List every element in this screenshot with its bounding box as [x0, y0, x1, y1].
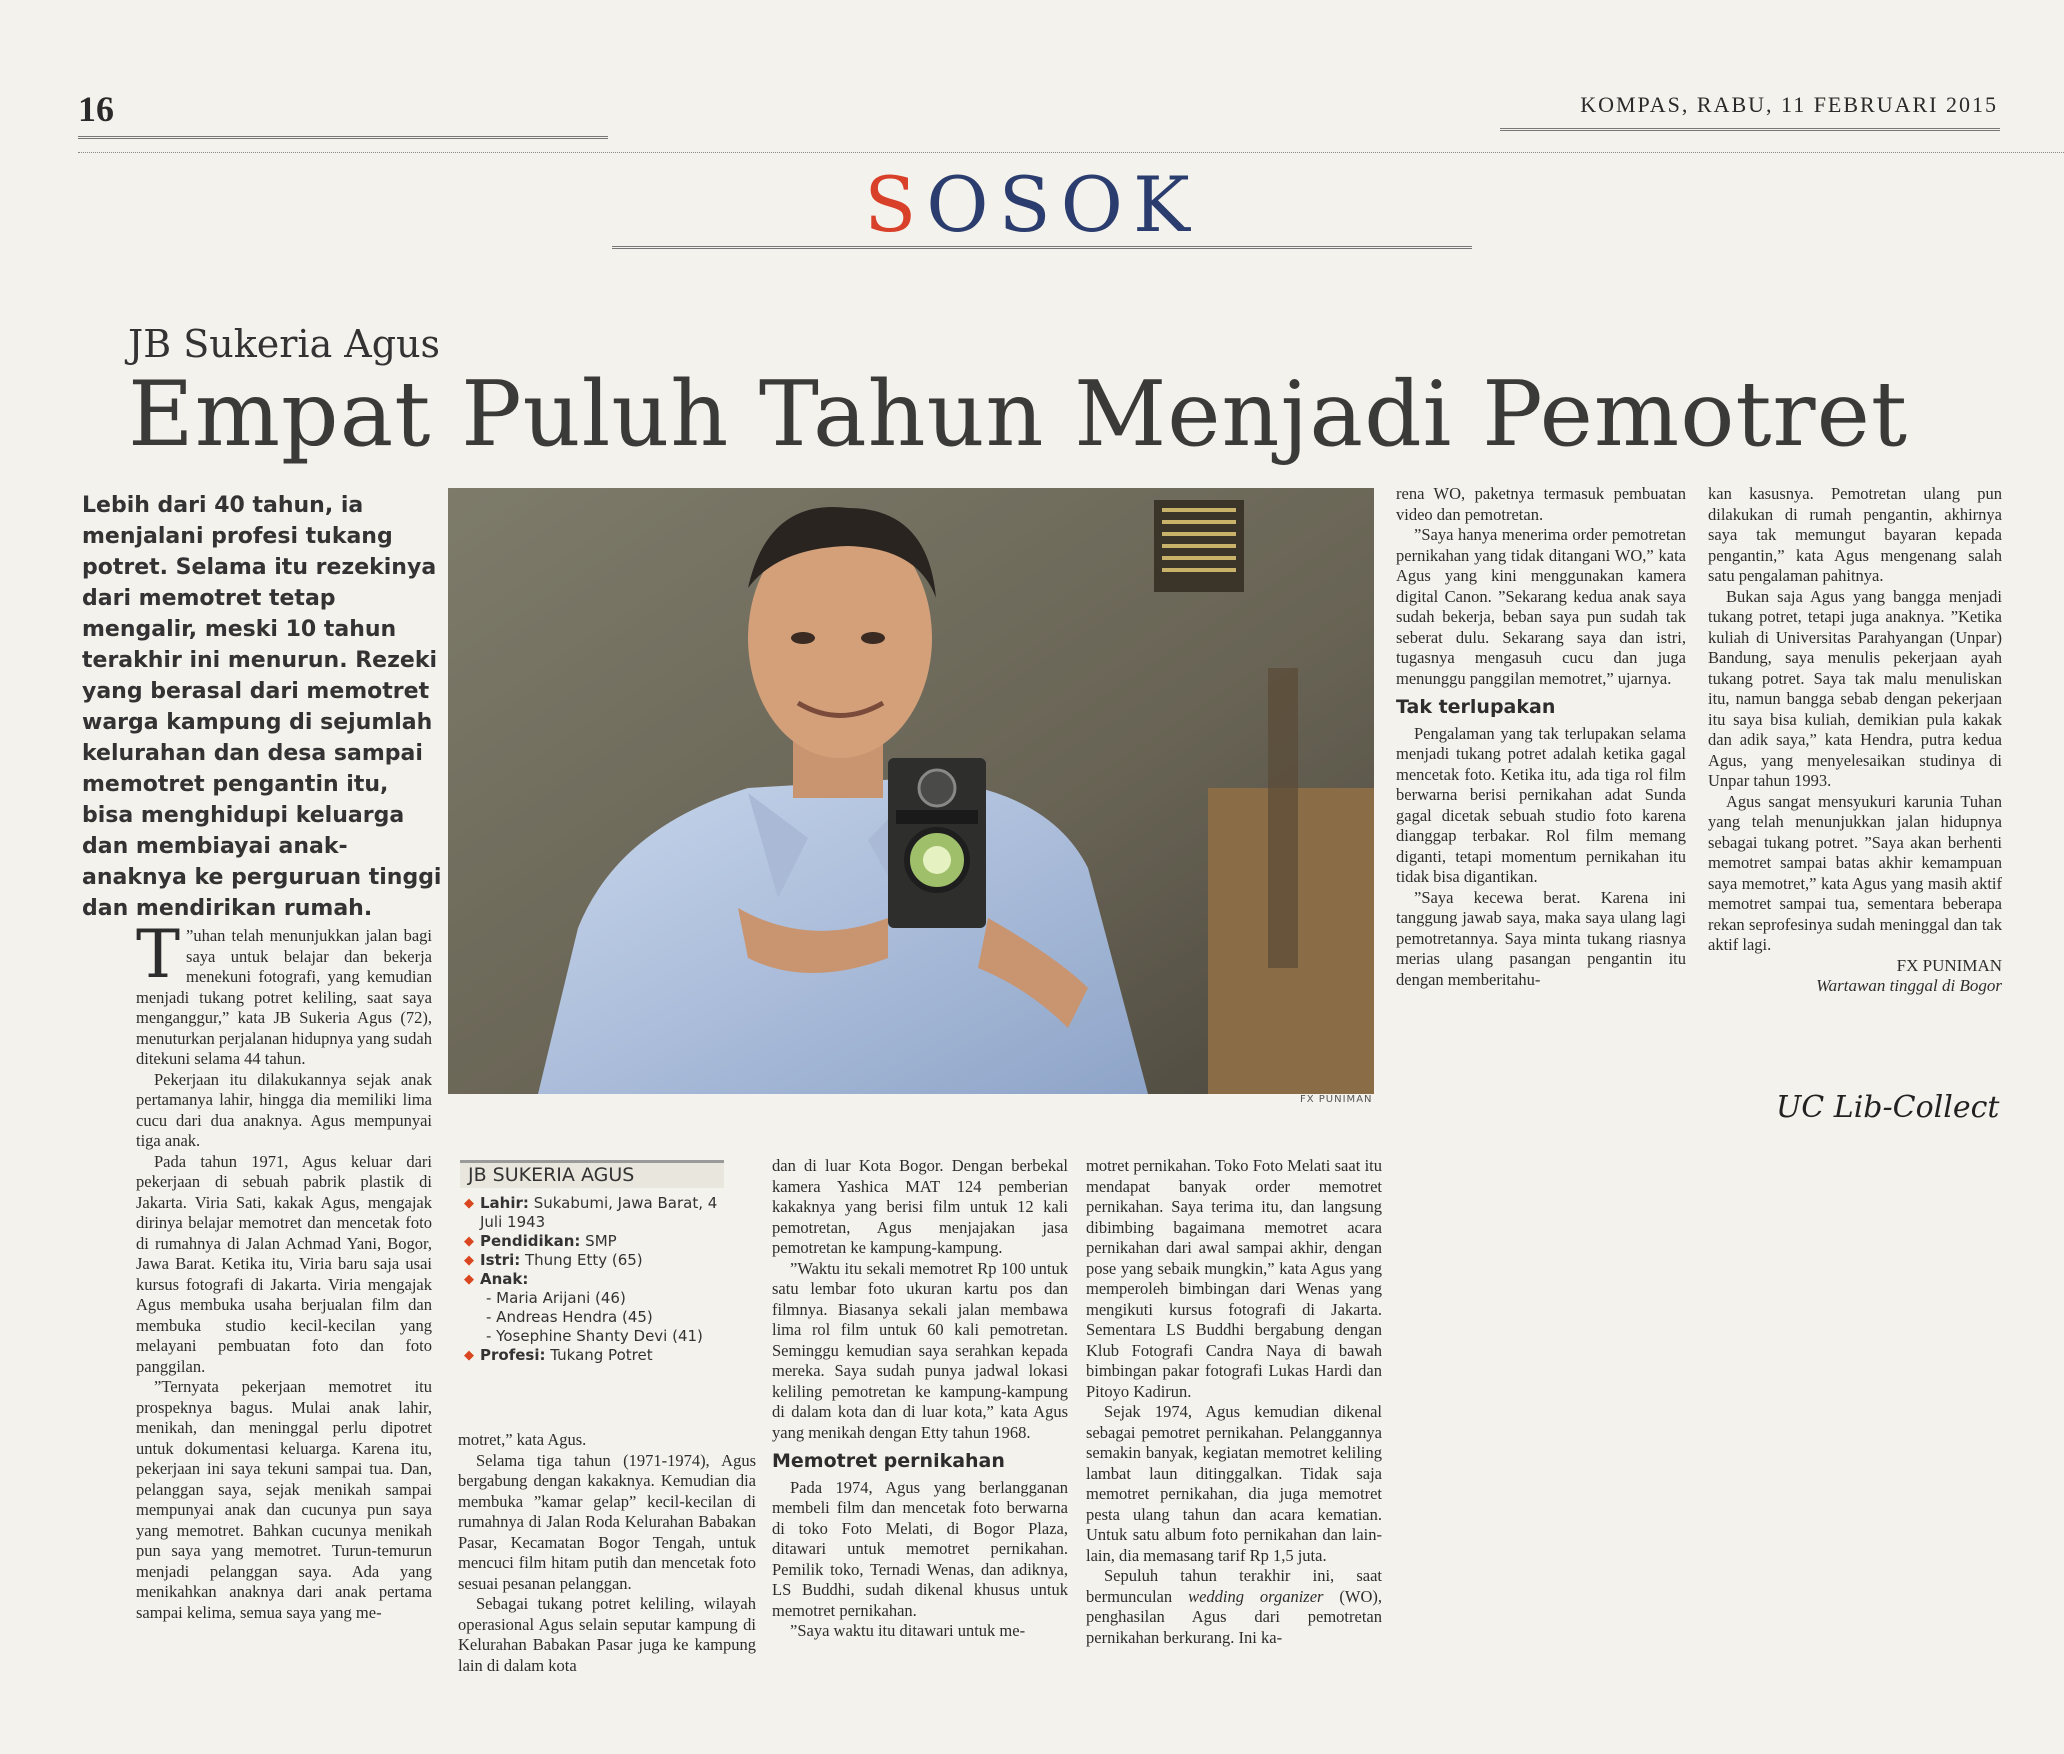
article-column-1	[136, 916, 432, 1623]
paragraph: Pekerjaan itu dilakukannya sejak anak pertamanya lahir, hingga dia memiliki lima cucu dari dua anaknya. Agus mempunyai tiga anak.	[136, 1069, 432, 1150]
section-first-letter: S	[864, 160, 927, 249]
bio-birth: ◆ Lahir: Sukabumi, Jawa Barat, 4 Juli 1943	[460, 1194, 724, 1232]
paragraph: Pengalaman yang tak terlupakan selama menjadi tukang potret adalah ketika gagal mencetak foto. Ketika itu, ada tiga rol film berwarna berisi pernikahan adat Sunda gagal dicetak sebuah studio foto karena dianggap terbakar. Rol film memang diganti, tetapi momentum pernikahan itu tidak bisa digantikan.	[1396, 723, 1686, 886]
subheading-memotret-pernikahan: Memotret pernikahan	[772, 1450, 1005, 1472]
article-headline: Empat Puluh Tahun Menjadi Pemotret	[128, 362, 1908, 467]
header-rule-right	[1500, 128, 2000, 135]
section-title-rest: OSOK	[926, 160, 1200, 249]
paragraph: Agus sangat mensyukuri karunia Tuhan yang telah menunjukkan jalan hidupnya sebagai tukang potret. ”Saya akan berhenti memotret sampai batas akhir kemampuan saya memotret,” kata Agus yang masih aktif memotret sampai tua, sementara beberapa rekan seprofesinya sudah meninggal dan tak aktif lagi.	[1708, 791, 2002, 954]
paragraph: Pada tahun 1971, Agus keluar dari pekerjaan di sebuah pabrik plastik di Jakarta. Viria Sati, kakak Agus, mengajak dirinya belajar memotret dan mencetak foto di rumahnya di Jalan Achmad Yani, Bogor, Jawa Barat. Ketika itu, Viria baru saja usai kursus fotografi di Jakarta. Viria mengajak Agus membuka usaha berjualan film dan membuka studio kecil-kecilan yang melayani pembuatan foto dan foto panggilan.	[136, 1151, 432, 1376]
drop-cap: T	[136, 916, 181, 993]
bio-box	[460, 1160, 724, 1365]
article-column-5	[1396, 484, 1686, 990]
header-rule-left	[78, 136, 608, 143]
article-kicker: JB Sukeria Agus	[128, 322, 441, 366]
paragraph: kan kasusnya. Pemotretan ulang pun dilakukan di rumah pengantin, akhirnya saya tak memungut bayaran kepada pengantin,” kata Agus mengenang salah satu pengalaman pahitnya.	[1708, 484, 2002, 585]
paragraph: ”Ternyata pekerjaan memotret itu prospeknya bagus. Mulai anak lahir, menikah, dan meninggal perlu dipotret untuk dokumentasi keluarga. Karena itu, pekerjaan ini saya tekuni sampai tua. Dan, pelanggan saya, sejak menikah sampai mempunyai anak dan cucunya pun saya yang memotret. Bahkan cucunya menikah pun saya yang memotret. Turun-temurun menjadi pelanggan saya. Ada yang menikahkan anaknya dari anak pertama sampai kelima, semua saya yang me-	[136, 1377, 432, 1622]
paragraph: motret,” kata Agus.	[458, 1430, 587, 1449]
paragraph: Selama tiga tahun (1971-1974), Agus bergabung dengan kakaknya. Kemudian dia membuka ”kamar gelap” kecil-kecilan di rumahnya di Jalan Roda Kelurahan Babakan Pasar, Kecamatan Bogor Tengah, untuk mencuci film hitam putih dan mencetak foto sesuai pesanan pelanggan.	[458, 1450, 756, 1593]
section-rule	[612, 246, 1472, 253]
portrait-photo	[448, 488, 1374, 1094]
article-column-3	[772, 1156, 1068, 1642]
bio-title: JB SUKERIA AGUS	[460, 1160, 724, 1188]
masthead-date: KOMPAS, RABU, 11 FEBRUARI 2015	[1580, 92, 1998, 117]
opening-quote: ”	[186, 926, 194, 945]
bio-child: - Maria Arijani (46)	[486, 1289, 626, 1307]
bio-profession: ◆ Profesi: Tukang Potret	[460, 1346, 724, 1365]
paragraph: Sebagai tukang potret keliling, wilayah operasional Agus selain seputar kampung di Kelurahan Babakan Pasar juga ke kampung lain di dalam kota	[458, 1594, 756, 1675]
section-title	[0, 160, 2064, 249]
bio-education: ◆ Pendidikan: SMP	[460, 1232, 724, 1251]
photo-credit: FX PUNIMAN	[1300, 1094, 1373, 1105]
article-column-2	[458, 1430, 756, 1676]
author-name: FX PUNIMAN	[1896, 955, 2002, 975]
author-role: Wartawan tinggal di Bogor	[1816, 976, 2002, 995]
paragraph: ”Saya hanya menerima order pemotretan pernikahan yang tidak ditangani WO,” kata Agus yang kini menggunakan kamera digital Canon. ”Sekarang kedua anak saya sudah bekerja, beban saya pun sudah tak seberat dulu. Sekarang saya dan istri, tugasnya mengasuh cucu dan juga menunggu panggilan memotret,” ujarnya.	[1396, 525, 1686, 688]
paragraph: dan di luar Kota Bogor. Dengan berbekal kamera Yashica MAT 124 pemberian kakaknya yang berisi film untuk 12 kali pemotretan, Agus menjajakan jasa pemotretan ke kampung-kampung.	[772, 1156, 1068, 1257]
paragraph: uhan telah menunjukkan jalan bagi saya untuk belajar dan bekerja menekuni fotografi, yang kemudian menjadi tukang potret keliling, saat saya menganggur,” kata JB Sukeria Agus (72), menuturkan perjalanan hidupnya yang sudah ditekuni selama 44 tahun.	[136, 926, 432, 1068]
paragraph: ”Saya waktu itu ditawari untuk me-	[790, 1621, 1026, 1640]
paragraph: Sejak 1974, Agus kemudian dikenal sebagai pemotret pernikahan. Pelanggannya semakin banyak, kegiatan memotret keliling lambat laun ditinggalkan. Tidak saja memotret pernikahan, dia juga memotret pesta ulang tahun dan acara kematian. Untuk satu album foto pernikahan dan lain-lain, dia memasang tarif Rp 1,5 juta.	[1086, 1402, 1382, 1565]
paragraph: Sepuluh tahun terakhir ini, saat bermunculan wedding organizer (WO), penghasilan Agus dari pemotretan pernikahan berkurang. Ini ka-	[1086, 1566, 1382, 1647]
paragraph: Pada 1974, Agus yang berlangganan membeli film dan mencetak foto berwarna di toko Foto Melati, di Bogor Plaza, ditawari untuk memotret pernikahan. Pemilik toko, Ternadi Wenas, dan adiknya, LS Buddhi, sudah dikenal khusus untuk memotret pernikahan.	[772, 1477, 1068, 1620]
bio-child: - Andreas Hendra (45)	[486, 1308, 653, 1326]
article-column-4	[1086, 1156, 1382, 1648]
bio-children: ◆ Anak:	[460, 1270, 724, 1289]
bio-spouse: ◆ Istri: Thung Etty (65)	[460, 1251, 724, 1270]
paragraph: Bukan saja Agus yang bangga menjadi tukang potret, tetapi juga anaknya. ”Ketika kuliah di Universitas Parahyangan (Unpar) Bandung, saya menulis pekerjaan ayah tukang potret. Saya tak malu menuliskan itu, namun bangga sebab dengan pekerjaan itu saya bisa kuliah, demikian pula kakak dan adik saya,” kata Hendra, putra kedua Agus, yang menyelesaikan studinya di Unpar tahun 1993.	[1708, 586, 2002, 790]
page-number: 16	[78, 89, 114, 129]
header-dotted-rule	[78, 152, 2064, 153]
portrait-photo-illustration	[448, 488, 1374, 1094]
subheading-tak-terlupakan: Tak terlupakan	[1396, 696, 1556, 718]
paragraph: ”Saya kecewa berat. Karena ini tanggung jawab saya, maka saya ulang lagi pemotretannya. Saya minta tukang riasnya merias ulang pasangan pengantin itu dengan memberitahu-	[1396, 887, 1686, 989]
article-lead: Lebih dari 40 tahun, ia menjalani profesi tukang potret. Selama itu rezekinya dari memotret tetap mengalir, meski 10 tahun terakhir ini menurun. Rezeki yang berasal dari memotret warga kampung di sejumlah kelurahan dan desa sampai memotret pengantin itu, bisa menghidupi keluarga dan membiayai anak-anaknya ke perguruan tinggi dan mendirikan rumah.	[82, 493, 442, 921]
bio-child: - Yosephine Shanty Devi (41)	[486, 1327, 703, 1345]
paragraph: motret pernikahan. Toko Foto Melati saat itu mendapat banyak order memotret pernikahan. Saya terima itu, dan langsung dibimbing bagaimana memotret acara pernikahan dari awal sampai akhir, dengan pose yang sebaik mungkin,” kata Agus yang memperoleh bimbingan dari Wenas yang mengikuti kursus fotografi di Jakarta. Sementara LS Buddhi bergabung dengan Klub Fotografi Candra Naya di bawah bimbingan pakar fotografi Lukas Hardi dan Pitoyo Kadirun.	[1086, 1156, 1382, 1401]
paragraph: rena WO, paketnya termasuk pembuatan video dan pemotretan.	[1396, 484, 1686, 524]
article-column-6	[1708, 484, 2002, 997]
paragraph: ”Waktu itu sekali memotret Rp 100 untuk satu lembar foto ukuran kartu pos dan filmnya. Biasanya sekali jalan membawa lima rol film untuk 60 kali pemotretan. Seminggu kemudian saya serahkan kepada mereka. Saya sudah punya jadwal lokasi keliling pemotretan ke kampung-kampung di dalam kota dan di luar kota,” kata Agus yang menikah dengan Etty tahun 1968.	[772, 1258, 1068, 1442]
library-stamp: UC Lib-Collect	[1776, 1090, 2000, 1125]
